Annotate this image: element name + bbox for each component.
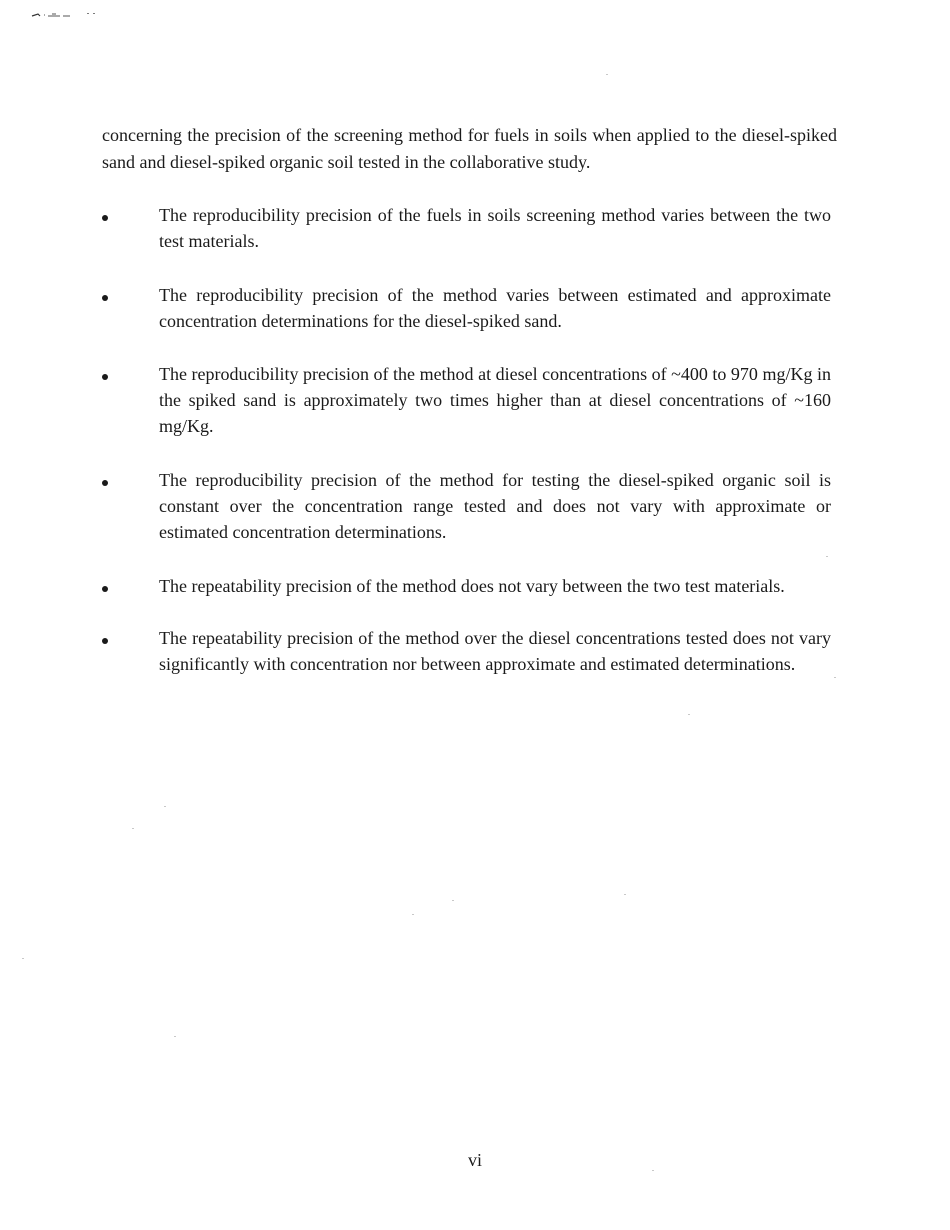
scan-speck <box>652 1170 654 1171</box>
list-item-text: The reproducibility precision of the fuels in soils screening method varies between the two test materials. <box>159 205 831 251</box>
bullet-icon <box>102 586 108 592</box>
scan-speck <box>826 556 828 557</box>
scan-speck <box>688 714 690 715</box>
bullet-icon <box>102 215 108 221</box>
scan-speck <box>412 914 414 915</box>
scan-speck <box>132 828 134 829</box>
scan-speck <box>624 894 626 895</box>
bullet-icon <box>102 374 108 380</box>
list-item-text: The repeatability precision of the method over the diesel concentrations tested does not vary significantly with concentration nor between approximate and estimated determinations. <box>159 628 831 674</box>
page-number: vi <box>467 1150 482 1170</box>
list-item-text: The reproducibility precision of the method at diesel concentrations of ~400 to 970 mg/Kg in the spiked sand is approximately two times higher than at diesel concentrations of ~160 mg/Kg. <box>159 364 831 436</box>
scan-speck <box>174 1036 176 1037</box>
scan-speck <box>606 74 608 75</box>
bullet-icon <box>102 295 108 301</box>
bullet-icon <box>102 480 108 486</box>
scan-speck <box>22 958 24 959</box>
intro-paragraph: concerning the precision of the screening method for fuels in soils when applied to the diesel-spiked sand and diesel-spiked organic soil tested in the collaborative study. <box>102 125 837 172</box>
scan-artifact-mark <box>30 10 100 20</box>
list-item-text: The repeatability precision of the method does not vary between the two test materials. <box>159 576 785 596</box>
bullet-icon <box>102 638 108 644</box>
scan-speck <box>164 806 166 807</box>
list-item-text: The reproducibility precision of the method varies between estimated and approximate concentration determinations for the diesel-spiked sand. <box>159 285 831 331</box>
list-item-text: The reproducibility precision of the method for testing the diesel-spiked organic soil is constant over the concentration range tested and does not vary with approximate or estimated concentration determinations. <box>159 470 831 542</box>
scan-speck <box>452 900 454 901</box>
scan-speck <box>834 677 836 678</box>
